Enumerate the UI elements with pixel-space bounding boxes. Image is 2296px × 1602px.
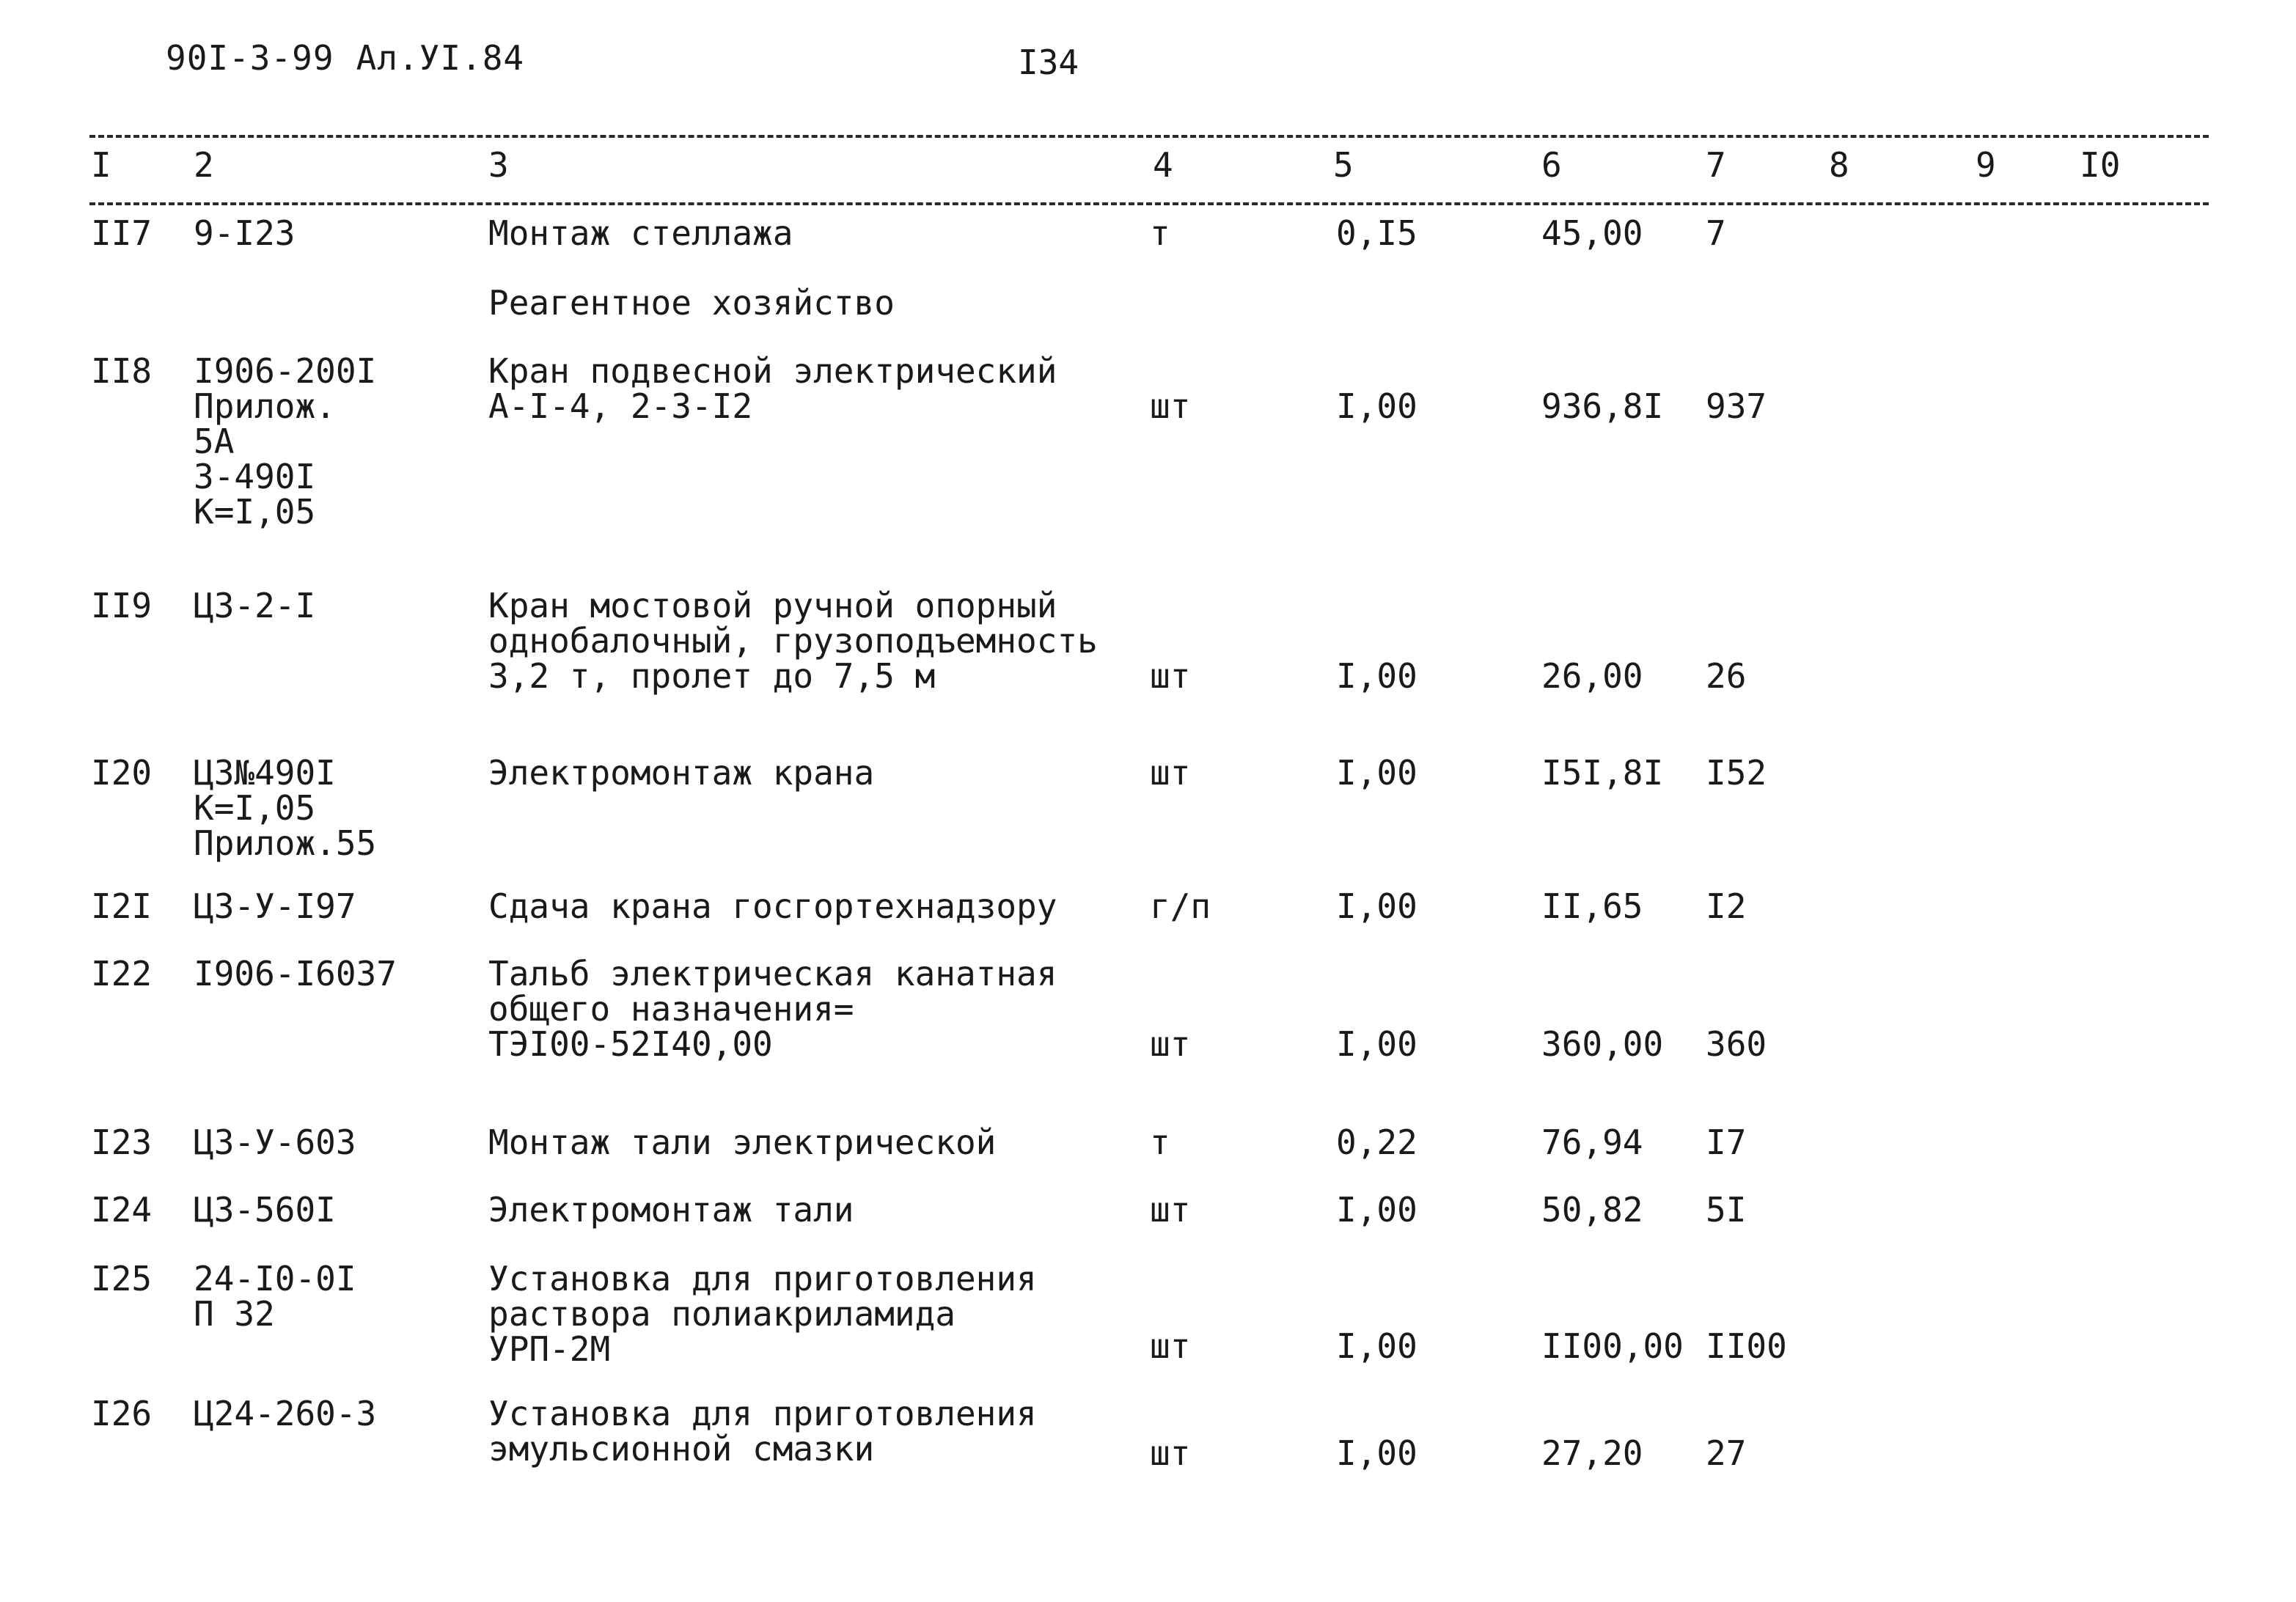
row-number: I2I	[91, 886, 153, 926]
row-number: I23	[91, 1122, 153, 1162]
document-code: 90I-3-99	[166, 38, 334, 78]
row-quantity: I,00	[1336, 1024, 1417, 1064]
row-price: 936,8I	[1541, 386, 1664, 426]
row-quantity: I,00	[1336, 386, 1417, 426]
column-header-3: 3	[488, 145, 509, 185]
row-price: 360,00	[1541, 1024, 1664, 1064]
row-total: 5I	[1706, 1190, 1747, 1230]
row-total: I7	[1706, 1122, 1747, 1162]
row-name: Сдача крана госгортехнадзору	[488, 886, 1057, 926]
row-code: Ц3№490I К=I,05 Прилож.55	[194, 753, 377, 863]
row-code: I906-I6037	[194, 954, 397, 993]
row-name: Монтаж тали электрической	[488, 1122, 997, 1162]
document-header	[166, 38, 524, 78]
row-number: I20	[91, 753, 153, 793]
row-number: I22	[91, 954, 153, 993]
row-total: 7	[1706, 213, 1726, 253]
row-total: 26	[1706, 656, 1747, 696]
row-number: II8	[91, 351, 153, 391]
row-price: I5I,8I	[1541, 753, 1664, 793]
column-header-8: 8	[1829, 145, 1849, 185]
row-total: 27	[1706, 1433, 1747, 1473]
row-code: Ц24-260-3	[194, 1394, 377, 1433]
column-header-9: 9	[1976, 145, 1996, 185]
row-unit: г/п	[1150, 886, 1211, 926]
row-total: I2	[1706, 886, 1747, 926]
column-header-4: 4	[1153, 145, 1173, 185]
row-code: Ц3-560I	[194, 1190, 336, 1230]
header-top-rule	[89, 135, 2209, 138]
row-quantity: 0,22	[1336, 1122, 1417, 1162]
row-number: I24	[91, 1190, 153, 1230]
row-name: Монтаж стеллажа	[488, 213, 793, 253]
row-quantity: I,00	[1336, 1190, 1417, 1230]
row-number: II7	[91, 213, 153, 253]
column-header-6: 6	[1541, 145, 1562, 185]
row-quantity: I,00	[1336, 753, 1417, 793]
row-unit: т	[1150, 213, 1170, 253]
column-header-2: 2	[194, 145, 214, 185]
column-header-10: I0	[2080, 145, 2121, 185]
page-number: I34	[1018, 43, 1079, 82]
row-price: II00,00	[1541, 1326, 1684, 1366]
row-unit: шт	[1150, 753, 1191, 793]
row-code: Ц3-У-603	[194, 1122, 356, 1162]
row-total: 937	[1706, 386, 1767, 426]
row-unit: шт	[1150, 656, 1191, 696]
row-quantity: I,00	[1336, 1326, 1417, 1366]
row-name: Кран подвесной электрический А-I-4, 2-3-I2	[488, 351, 1057, 426]
row-number: I25	[91, 1259, 153, 1298]
column-header-1: I	[91, 145, 111, 185]
row-number: I26	[91, 1394, 153, 1433]
row-price: 76,94	[1541, 1122, 1643, 1162]
row-name: Электромонтаж тали	[488, 1190, 854, 1230]
row-unit: шт	[1150, 386, 1191, 426]
row-price: 45,00	[1541, 213, 1643, 253]
row-price: 50,82	[1541, 1190, 1643, 1230]
row-name: Кран мостовой ручной опорный однобалочный, грузоподъемность 3,2 т, пролет до 7,5 м	[488, 586, 1098, 696]
row-name: Тальб электрическая канатная общего назначения= ТЭI00-52I40,00	[488, 954, 1057, 1064]
row-price: II,65	[1541, 886, 1643, 926]
row-quantity: I,00	[1336, 886, 1417, 926]
row-unit: т	[1150, 1122, 1170, 1162]
row-code: Ц3-2-I	[194, 586, 316, 625]
row-number: II9	[91, 586, 153, 625]
row-price: 27,20	[1541, 1433, 1643, 1473]
row-unit: шт	[1150, 1190, 1191, 1230]
row-quantity: I,00	[1336, 1433, 1417, 1473]
row-quantity: I,00	[1336, 656, 1417, 696]
row-quantity: 0,I5	[1336, 213, 1417, 253]
row-total: I52	[1706, 753, 1767, 793]
row-price: 26,00	[1541, 656, 1643, 696]
column-header-5: 5	[1333, 145, 1354, 185]
header-bottom-rule	[89, 202, 2209, 205]
section-label: Реагентное хозяйство	[488, 283, 895, 323]
row-code: 9-I23	[194, 213, 296, 253]
row-total: II00	[1706, 1326, 1787, 1366]
row-unit: шт	[1150, 1433, 1191, 1473]
row-code: I906-200I Прилож. 5А 3-490I К=I,05	[194, 351, 377, 532]
row-unit: шт	[1150, 1326, 1191, 1366]
row-code: 24-I0-0I П 32	[194, 1259, 356, 1334]
row-unit: шт	[1150, 1024, 1191, 1064]
row-name: Электромонтаж крана	[488, 753, 875, 793]
row-name: Установка для приготовления эмульсионной смазки	[488, 1394, 1037, 1469]
row-total: 360	[1706, 1024, 1767, 1064]
column-header-7: 7	[1706, 145, 1726, 185]
album-reference: Ал.УI.84	[356, 38, 525, 78]
row-code: Ц3-У-I97	[194, 886, 356, 926]
row-name: Установка для приготовления раствора полиакриламида УРП-2М	[488, 1259, 1037, 1369]
